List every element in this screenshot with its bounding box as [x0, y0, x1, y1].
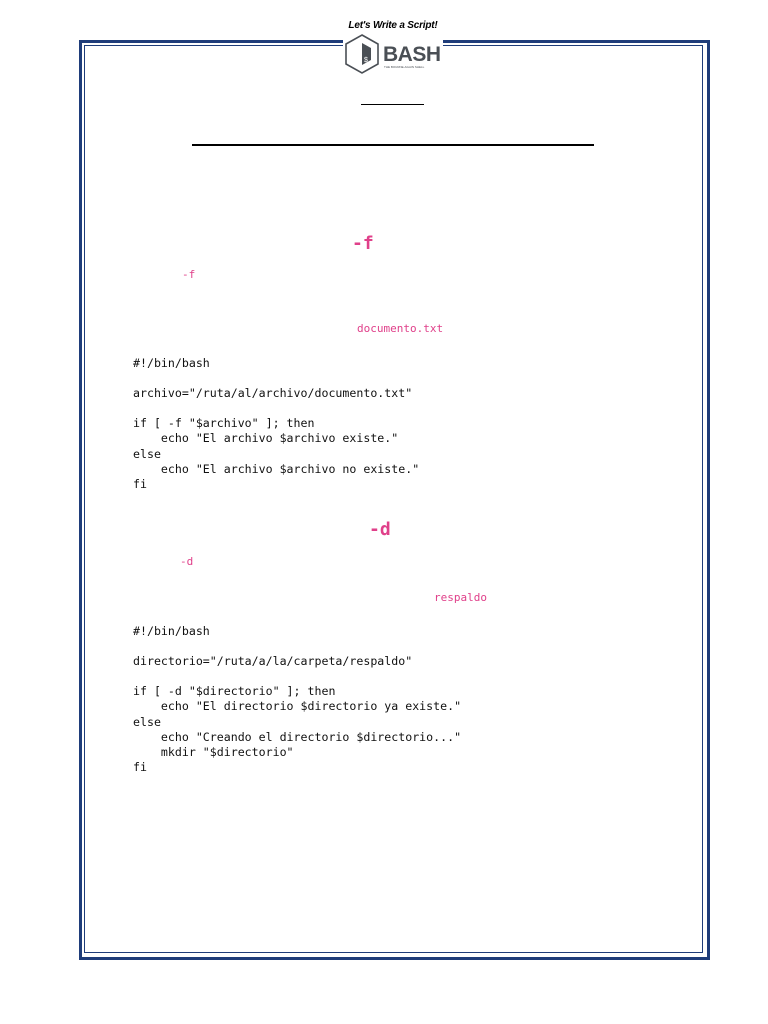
- inline-dirname: respaldo: [434, 591, 487, 604]
- bash-hexagon-icon: [346, 35, 378, 73]
- logo-tagline: THE BOURNE-AGAIN SHELL: [384, 65, 425, 69]
- prompt-symbol: $: [364, 57, 368, 64]
- section-heading-file-flag: -f: [352, 233, 374, 254]
- inline-flag-d: -d: [180, 555, 194, 568]
- logo-text: BASH: [383, 43, 441, 66]
- code-block-directory-test: #!/bin/bash directorio="/ruta/a/la/carpeta/respaldo" if [ -d "$directorio" ]; then echo "El directorio $directorio ya existe." else echo "Creando el directorio $directorio..." mkdir "$directorio" fi: [133, 624, 462, 774]
- inline-flag-f: -f: [182, 268, 196, 281]
- code-block-file-test: #!/bin/bash archivo="/ruta/al/archivo/documento.txt" if [ -f "$archivo" ]; then echo "El archivo $archivo existe." else echo "El archivo $archivo no existe." fi: [133, 356, 420, 491]
- page-border-inner: [84, 45, 703, 953]
- bash-logo: [343, 33, 443, 77]
- page-header-title: Let's Write a Script!: [348, 20, 438, 31]
- title-underline-long: [192, 144, 594, 146]
- inline-filename: documento.txt: [357, 322, 444, 335]
- section-heading-directory-flag: -d: [369, 519, 391, 540]
- title-underline-short: [361, 104, 424, 105]
